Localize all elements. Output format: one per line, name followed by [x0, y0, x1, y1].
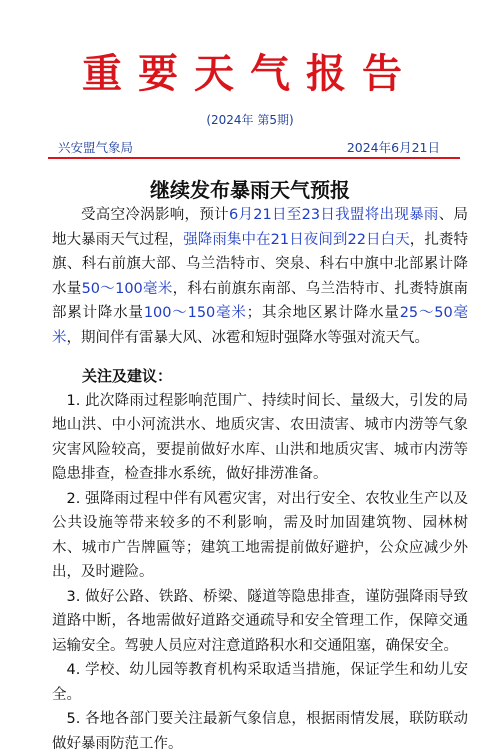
advice-item: 5. 各地各部门要关注最新气象信息，根据雨情发展，联防联动做好暴雨防范工作。 [52, 711, 468, 752]
advice-item: 4. 学校、幼儿园等教育机构采取适当措施，保证学生和幼儿安全。 [52, 662, 468, 703]
lead-highlight: 50～100毫米 [81, 280, 173, 297]
lead-text: ，科右前旗东南部、乌兰浩特市、扎赉特旗南部累计降水量 [52, 280, 469, 321]
lead-paragraph [52, 203, 468, 350]
masthead-title: 重要天气报告 [82, 50, 418, 97]
red-divider [48, 157, 460, 159]
lead-text: ；其余地区累计降水量 [246, 305, 400, 321]
headline: 继续发布暴雨天气预报 [150, 178, 350, 202]
advice-item: 1. 此次降雨过程影响范围广、持续时间长、量级大，引发的局地山洪、中小河流洪水、地质灾害、农田渍害、城市内涝等气象灾害风险较高，要提前做好水库、山洪和地质灾害、城市内涝等隐患排查，检查排水系统，做好排涝准备。 [52, 392, 468, 482]
lead-highlight: 强降雨集中在21日夜间到22日白天 [183, 231, 410, 248]
report-body [52, 203, 468, 756]
lead-text: 、局地大暴雨天气过程， [52, 207, 468, 248]
lead-text: ，扎赉特旗、科右前旗大部、乌兰浩特市、突泉、科右中旗中北部累计降水量 [52, 231, 469, 297]
advice-item: 2. 强降雨过程中伴有风雹灾害，对出行安全、农牧业生产以及公共设施等带来较多的不利影响，需及时加固建筑物、园林树木、城市广告牌匾等；建筑工地需提前做好避护，公众应减少外出，及时避险。 [52, 490, 468, 580]
lead-text: ，期间伴有雷暴大风、冰雹和短时强降水等强对流天气。 [66, 329, 429, 346]
lead-highlight: 25～50毫米 [52, 305, 468, 346]
meta-line [58, 138, 440, 156]
section-title: 关注及建议： [82, 367, 173, 385]
report-date: 2024年6月21日 [346, 140, 440, 155]
issue-number: (2024年 第5期) [206, 113, 294, 127]
advice-item: 3. 做好公路、铁路、桥梁、隧道等隐患排查，谨防强降雨导致道路中断，各地需做好道路交通疏导和安全管理工作，保障交通运输安全。驾驶人员应对注意道路积水和交通阻塞，确保安全。 [52, 588, 468, 654]
lead-highlight: 6月21日至23日我盟将出现暴雨 [228, 207, 439, 223]
lead-text: 受高空冷涡影响，预计 [81, 207, 229, 223]
lead-highlight: 100～150毫米 [143, 305, 247, 321]
agency-name: 兴安盟气象局 [58, 140, 134, 155]
